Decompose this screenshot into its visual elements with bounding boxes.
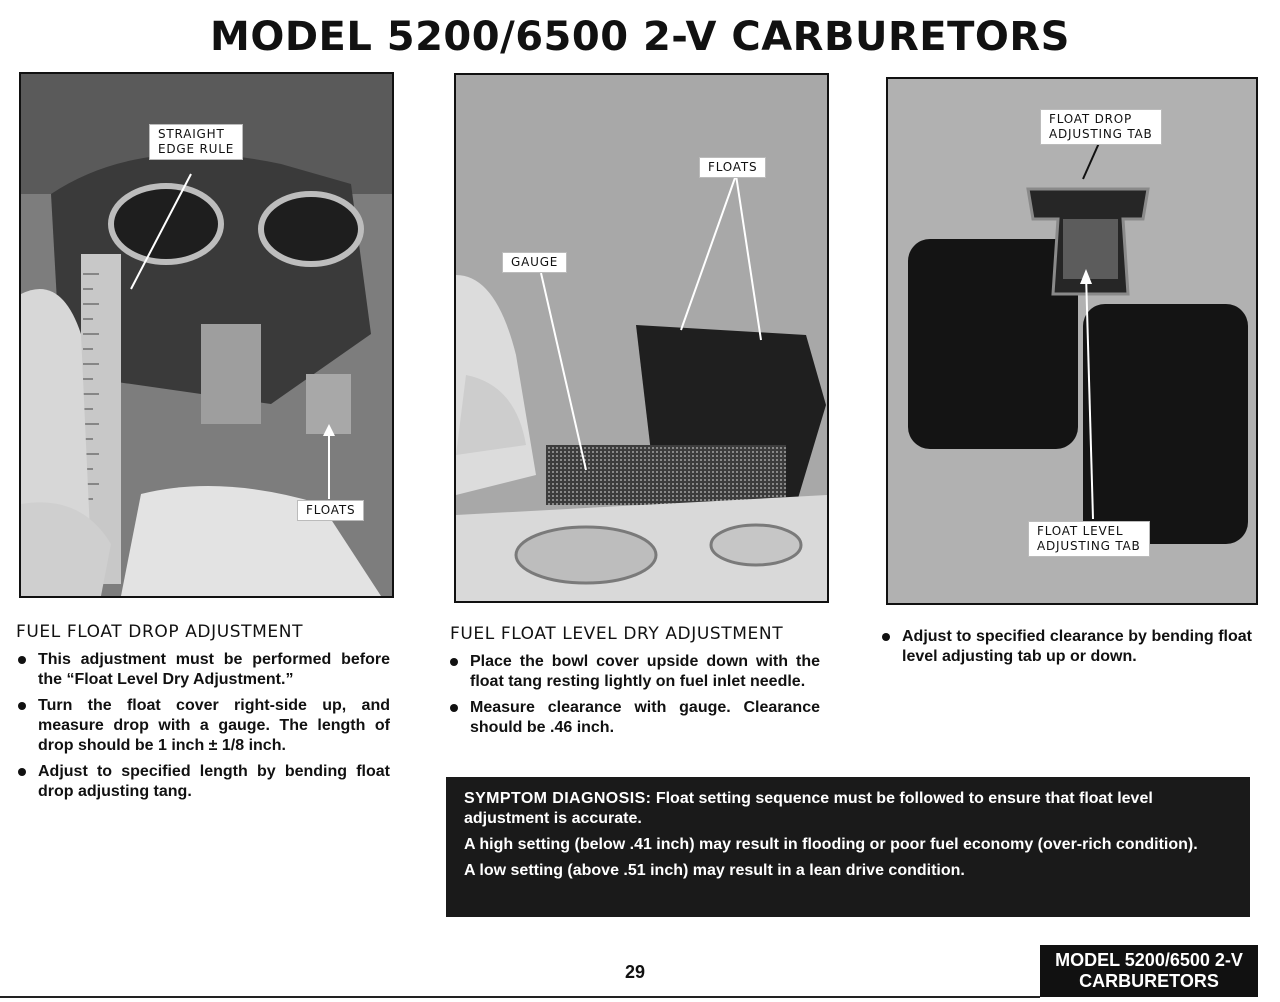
floats-callout-left: FLOATS bbox=[297, 500, 364, 521]
straight-edge-callout: STRAIGHT EDGE RULE bbox=[149, 124, 243, 160]
page-number: 29 bbox=[624, 962, 646, 982]
symptom-lead: SYMPTOM DIAGNOSIS: bbox=[464, 790, 652, 807]
gauge-callout: GAUGE bbox=[502, 252, 567, 273]
list-item: This adjustment must be performed before the “Float Level Dry Adjustment.” bbox=[16, 650, 390, 690]
symptom-diagnosis-box bbox=[446, 777, 1250, 917]
drop-adjustment-list bbox=[16, 650, 390, 808]
symptom-low-setting: A low setting (above .51 inch) may result in a lean drive condition. bbox=[464, 862, 965, 879]
footer-model-tag: MODEL 5200/6500 2-V CARBURETORS bbox=[1040, 945, 1258, 997]
list-item: Measure clearance with gauge. Clearance should be .46 inch. bbox=[448, 698, 820, 738]
float-level-tab-callout: FLOAT LEVEL ADJUSTING TAB bbox=[1028, 521, 1150, 557]
list-item: Adjust to specified clearance by bending float level adjusting tab up or down. bbox=[880, 627, 1252, 667]
symptom-high-setting: A high setting (below .41 inch) may result in flooding or poor fuel economy (over-rich condition). bbox=[464, 836, 1198, 853]
symptom-lead-text: Float setting sequence must be followed to ensure that float level adjustment is accurate. bbox=[464, 790, 1153, 827]
bottom-rule bbox=[0, 996, 1040, 998]
float-drop-tab-callout: FLOAT DROP ADJUSTING TAB bbox=[1040, 109, 1162, 145]
list-item: Turn the float cover right-side up, and measure drop with a gauge. The length of drop should be 1 inch ± 1/8 inch. bbox=[16, 696, 390, 756]
list-item: Adjust to specified length by bending float drop adjusting tang. bbox=[16, 762, 390, 802]
float-drop-photo bbox=[19, 72, 394, 598]
level-adjustment-heading: FUEL FLOAT LEVEL DRY ADJUSTMENT bbox=[450, 624, 784, 644]
floats-callout-middle: FLOATS bbox=[699, 157, 766, 178]
float-level-photo bbox=[454, 73, 829, 603]
adjusting-tab-photo bbox=[886, 77, 1258, 605]
drop-adjustment-heading: FUEL FLOAT DROP ADJUSTMENT bbox=[16, 622, 304, 642]
adjusting-tab-list bbox=[880, 627, 1252, 673]
float-level-illustration bbox=[456, 75, 827, 601]
level-adjustment-list bbox=[448, 652, 820, 744]
list-item: Place the bowl cover upside down with the float tang resting lightly on fuel inlet needle. bbox=[448, 652, 820, 692]
page-title: MODEL 5200/6500 2-V CARBURETORS bbox=[210, 14, 1070, 60]
